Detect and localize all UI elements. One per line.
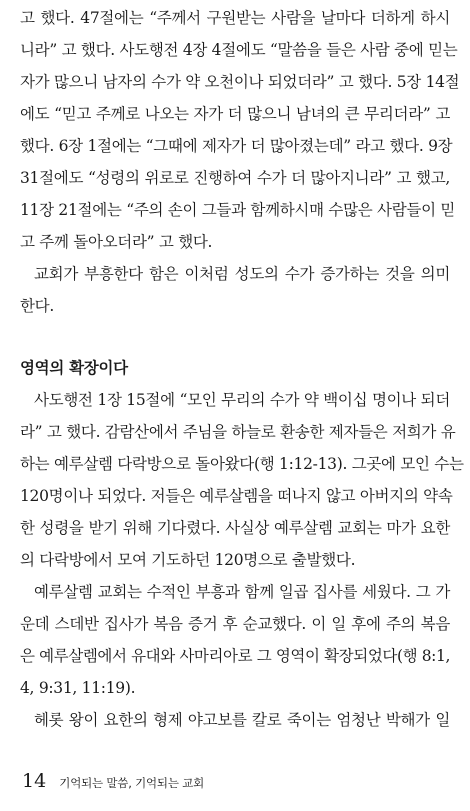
- text-line: 120명이나 되었다. 저들은 예루살렘을 떠나지 않고 아버지의 약속: [20, 487, 453, 505]
- book-title: 기억되는 말씀, 기억되는 교회: [59, 776, 205, 790]
- text-line: 4, 9:31, 11:19).: [20, 679, 136, 697]
- text-line: 한다.: [20, 297, 54, 315]
- text-line: 31절에도 “성령의 위로로 진행하여 수가 더 많아지니라” 고 했고,: [20, 169, 450, 187]
- section-heading: 영역의 확장이다: [20, 358, 128, 377]
- text-line: 했다. 6장 1절에는 “그때에 제자가 더 많아졌는데” 라고 했다. 9장: [20, 137, 453, 155]
- text-line: 11장 21절에는 “주의 손이 그들과 함께하시매 수많은 사람들이 믿: [20, 201, 456, 219]
- text-line: 자가 많으니 남자의 수가 약 오천이나 되었더라” 고 했다. 5장 14절: [20, 73, 460, 91]
- text-line: 예루살렘 교회는 수적인 부흥과 함께 일곱 집사를 세웠다. 그 가: [34, 583, 450, 601]
- text-line: 교회가 부흥한다 함은 이처럼 성도의 수가 증가하는 것을 의미: [34, 265, 450, 283]
- text-line: 은 예루살렘에서 유대와 사마리아로 그 영역이 확장되었다(행 8:1,: [20, 647, 450, 665]
- text-line: 헤롯 왕이 요한의 형제 야고보를 칼로 죽이는 엄청난 박해가 일: [34, 711, 450, 729]
- text-line: 사도행전 1장 15절에 “모인 무리의 수가 약 백이십 명이나 되더: [34, 391, 450, 409]
- text-line: 고 주께 돌아오더라” 고 했다.: [20, 233, 213, 251]
- page-number: 14: [22, 770, 47, 792]
- text-line: 고 했다. 47절에는 “주께서 구원받는 사람을 날마다 더하게 하시: [20, 9, 450, 27]
- text-line: 운데 스데반 집사가 복음 증거 후 순교했다. 이 일 후에 주의 복음: [20, 615, 450, 633]
- page-footer: [22, 770, 204, 794]
- text-line: 라” 고 했다. 감람산에서 주님을 하늘로 환송한 제자들은 저희가 유: [20, 423, 456, 441]
- text-line: 의 다락방에서 모여 기도하던 120명으로 출발했다.: [20, 551, 356, 569]
- text-line: 하는 예루살렘 다락방으로 돌아왔다(행 1:12-13). 그곳에 모인 수는: [20, 455, 464, 473]
- text-line: 한 성령을 받기 위해 기다렸다. 사실상 예루살렘 교회는 마가 요한: [20, 519, 450, 537]
- text-line: 니라” 고 했다. 사도행전 4장 4절에도 “말씀을 들은 사람 중에 믿는: [20, 41, 458, 59]
- text-line: 에도 “믿고 주께로 나오는 자가 더 많으니 남녀의 큰 무리더라” 고: [20, 105, 450, 123]
